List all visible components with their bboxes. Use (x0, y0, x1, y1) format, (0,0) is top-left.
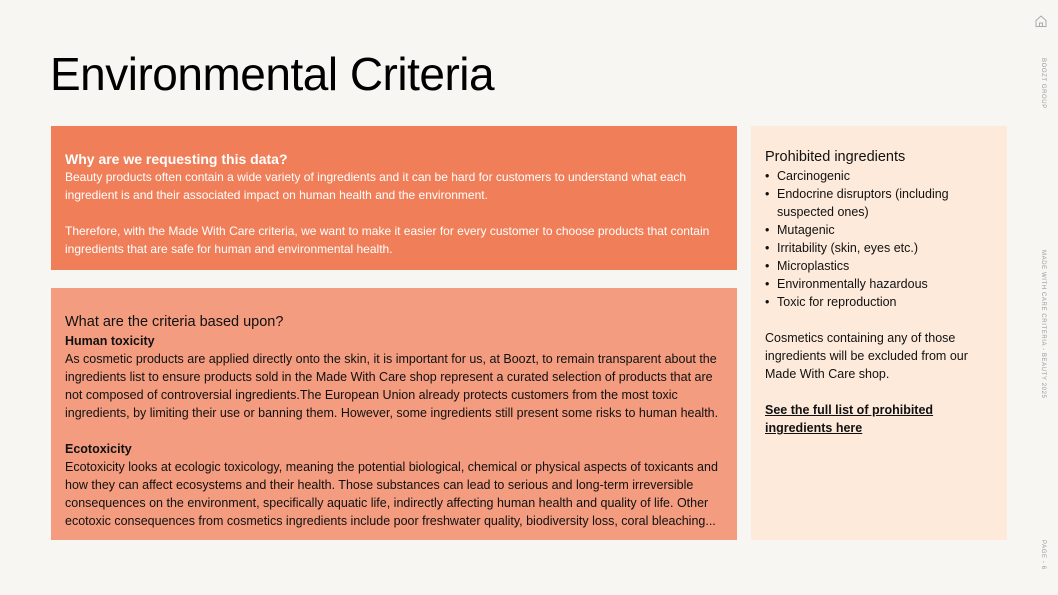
why-paragraph-2: Therefore, with the Made With Care criteria, we want to make it easier for every customer to choose products that contain ingredients that are safe for human and environmental health. (65, 224, 710, 256)
why-paragraph-1: Beauty products often contain a wide variety of ingredients and it can be hard for customers to understand what each ingredient is and their associated impact on human health and the environment. (65, 170, 687, 202)
ecotoxicity-title: Ecotoxicity (65, 442, 132, 456)
human-toxicity-text: As cosmetic products are applied directly onto the skin, it is important for us, at Boozt, to remain transparent about the ingredients list to ensure products sold in the Made With Care shop represent a curated selection of products that are not composed of controversial ingredients.The European Union already protects customers from the most toxic ingredients, by limiting their use or banning them. However, some ingredients still present some risks to human health. (65, 352, 719, 420)
list-item: • Carcinogenic (765, 167, 993, 185)
side-brand-label: BOOZT GROUP (1040, 58, 1046, 109)
criteria-heading: What are the criteria based upon? (65, 314, 284, 330)
prohibited-note: Cosmetics containing any of those ingredients will be excluded from our Made With Care shop. (765, 331, 968, 381)
human-toxicity-title: Human toxicity (65, 334, 155, 348)
ecotoxicity-text: Ecotoxicity looks at ecologic toxicology, meaning the potential biological, chemical or physical aspects of toxicants and how they can affect ecosystems and their health. Those substances can lead to serious and long-term irreversible consequences on the environment, specifically aquatic life, indirectly affecting human health and quality of life. Other ecotoxic consequences from cosmetics ingredients include poor freshwater quality, biodiversity loss, coral bleaching... (65, 460, 718, 528)
full-list-link[interactable]: See the full list of prohibited ingredients here (765, 403, 934, 435)
list-item: • Environmentally hazardous (765, 275, 993, 293)
prohibited-list (765, 167, 993, 311)
prohibited-heading: Prohibited ingredients (765, 149, 906, 165)
why-box (51, 126, 737, 270)
prohibited-box (751, 126, 1007, 540)
why-heading: Why are we requesting this data? (65, 151, 288, 167)
home-icon[interactable] (1034, 14, 1048, 28)
list-item: • Irritability (skin, eyes etc.) (765, 239, 993, 257)
list-item: • Microplastics (765, 257, 993, 275)
side-doc-label: MADE WITH CARE CRITERIA - BEAUTY 2025 (1040, 250, 1046, 399)
page-title: Environmental Criteria (50, 48, 495, 100)
list-item: • Endocrine disruptors (including suspected ones) (765, 185, 993, 221)
list-item: • Mutagenic (765, 221, 993, 239)
criteria-box (51, 288, 737, 540)
side-page-label: PAGE - 6 (1040, 540, 1046, 570)
list-item: • Toxic for reproduction (765, 293, 993, 311)
